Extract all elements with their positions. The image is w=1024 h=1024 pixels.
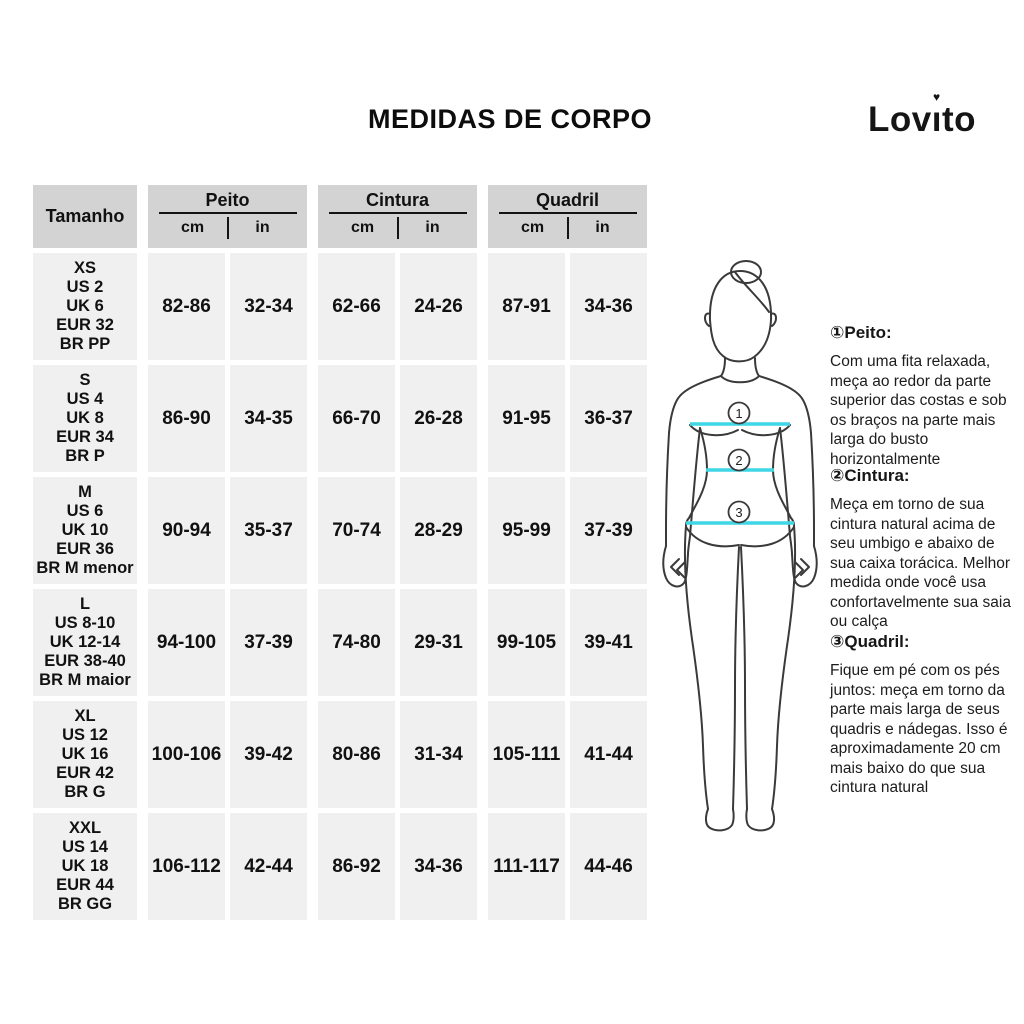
size-line: L (79, 595, 91, 613)
brand-logo-i (931, 90, 942, 140)
size-line: BR M maior (39, 671, 131, 689)
group-divider-line (329, 212, 467, 214)
value-cell: 41-44 (570, 701, 647, 808)
heart-icon: ♥ (933, 90, 941, 104)
value-cell: 28-29 (400, 477, 477, 584)
size-cell (33, 365, 137, 472)
page-title: MEDIDAS DE CORPO (367, 104, 653, 134)
size-line: EUR 36 (56, 540, 114, 558)
value-cell: 34-36 (400, 813, 477, 920)
value-cell: 44-46 (570, 813, 647, 920)
value-cell: 86-90 (148, 365, 225, 472)
size-line: BR P (65, 447, 105, 465)
body-outline (663, 261, 816, 830)
group-header-cell-cintura (318, 185, 477, 248)
value-cell: 34-36 (570, 253, 647, 360)
value-cell: 100-106 (148, 701, 225, 808)
value-cell: 66-70 (318, 365, 395, 472)
size-line: UK 12-14 (49, 633, 121, 651)
size-cell (33, 813, 137, 920)
hip-marker-label: 3 (735, 505, 743, 520)
body-figure-svg (655, 256, 845, 841)
size-line: BR G (64, 783, 106, 801)
size-table (33, 185, 647, 920)
group-header-cell-peito (148, 185, 307, 248)
value-cell: 95-99 (488, 477, 565, 584)
body-figure (655, 256, 845, 841)
size-line: EUR 32 (56, 316, 114, 334)
value-cell: 34-35 (230, 365, 307, 472)
size-cell (33, 589, 137, 696)
size-line: XS (73, 259, 96, 277)
unit-label-in: in (595, 219, 610, 236)
size-line: EUR 34 (56, 428, 114, 446)
group-headers (137, 185, 647, 248)
value-cell: 82-86 (148, 253, 225, 360)
size-header-cell: Tamanho (33, 185, 137, 248)
note-heading: ①Peito: (830, 323, 892, 342)
value-cell: 99-105 (488, 589, 565, 696)
unit-label-in: in (425, 219, 440, 236)
value-cell: 35-37 (230, 477, 307, 584)
brand-logo-text: Lov (868, 100, 932, 139)
size-line: UK 6 (66, 297, 104, 315)
size-line: EUR 44 (56, 876, 114, 894)
size-line: XXL (68, 819, 102, 837)
value-cell: 31-34 (400, 701, 477, 808)
brand-logo-i-base: ı (931, 100, 942, 139)
group-divider-line (499, 212, 637, 214)
size-line: BR PP (59, 335, 111, 353)
table-rows (33, 253, 647, 920)
unit-label-cm: cm (350, 219, 375, 236)
table-row (33, 365, 647, 472)
value-cell: 70-74 (318, 477, 395, 584)
size-line: S (79, 371, 91, 389)
value-cell: 94-100 (148, 589, 225, 696)
value-cell: 105-111 (488, 701, 565, 808)
unit-label-cm: cm (180, 219, 205, 236)
table-row (33, 589, 647, 696)
value-cell: 87-91 (488, 253, 565, 360)
unit-header-row (499, 215, 637, 241)
value-cell: 39-42 (230, 701, 307, 808)
value-cell: 24-26 (400, 253, 477, 360)
size-cell (33, 477, 137, 584)
value-cell: 37-39 (570, 477, 647, 584)
size-line: US 8-10 (54, 614, 116, 632)
note-body: Fique em pé com os pés juntos: meça em torno da parte mais larga de seus quadris e nádegas. Isso é aproximadamente 20 cm mais baixo do que sua cintura natural (830, 662, 1008, 797)
group-label: Cintura (366, 190, 429, 210)
size-cell (33, 701, 137, 808)
value-cell: 26-28 (400, 365, 477, 472)
measure-note-2 (830, 466, 1012, 632)
measure-note-1 (830, 323, 1012, 469)
value-cell: 37-39 (230, 589, 307, 696)
table-row (33, 813, 647, 920)
value-cell: 29-31 (400, 589, 477, 696)
value-cell: 106-112 (148, 813, 225, 920)
value-cell: 39-41 (570, 589, 647, 696)
measure-note-3 (830, 632, 1012, 798)
unit-header-row (159, 215, 297, 241)
value-cell: 91-95 (488, 365, 565, 472)
size-line: M (78, 483, 92, 501)
note-body: Meça em torno de sua cintura natural acima de seu umbigo e abaixo de sua caixa torácica. Melhor medida onde você usa confortavelmente sua saia ou calça (830, 496, 1011, 631)
size-line: US 2 (66, 278, 104, 296)
size-cell (33, 253, 137, 360)
group-label: Quadril (535, 190, 599, 210)
size-line: US 4 (66, 390, 104, 408)
table-row (33, 701, 647, 808)
value-cell: 42-44 (230, 813, 307, 920)
brand-logo (868, 90, 977, 140)
waist-marker-label: 2 (735, 453, 743, 468)
measure-markers (729, 403, 750, 523)
size-line: BR GG (57, 895, 113, 913)
size-line: BR M menor (36, 559, 134, 577)
unit-header-row (329, 215, 467, 241)
size-line: UK 16 (61, 745, 109, 763)
value-cell: 32-34 (230, 253, 307, 360)
value-cell: 86-92 (318, 813, 395, 920)
value-cell: 90-94 (148, 477, 225, 584)
brand-logo-text-end: to (941, 100, 977, 139)
value-cell: 36-37 (570, 365, 647, 472)
value-cell: 111-117 (488, 813, 565, 920)
note-body: Com uma fita relaxada, meça ao redor da parte superior das costas e sob os braços na parte mais larga do busto horizontalmente (830, 353, 1007, 468)
size-line: EUR 38-40 (44, 652, 126, 670)
value-cell: 74-80 (318, 589, 395, 696)
table-row (33, 253, 647, 360)
size-line: US 6 (66, 502, 104, 520)
size-line: US 14 (62, 838, 108, 856)
unit-label-in: in (255, 219, 270, 236)
bust-marker-label: 1 (735, 406, 743, 421)
size-line: US 12 (62, 726, 108, 744)
size-line: UK 8 (66, 409, 104, 427)
table-header-row (33, 185, 647, 248)
note-heading: ③Quadril: (830, 632, 910, 651)
unit-label-cm: cm (520, 219, 545, 236)
group-header-cell-quadril (488, 185, 647, 248)
size-line: UK 18 (61, 857, 109, 875)
value-cell: 62-66 (318, 253, 395, 360)
size-line: EUR 42 (56, 764, 114, 782)
value-cell: 80-86 (318, 701, 395, 808)
group-label: Peito (205, 190, 250, 210)
group-divider-line (159, 212, 297, 214)
table-row (33, 477, 647, 584)
size-line: XL (74, 707, 96, 725)
note-heading: ②Cintura: (830, 466, 910, 485)
size-line: UK 10 (61, 521, 109, 539)
